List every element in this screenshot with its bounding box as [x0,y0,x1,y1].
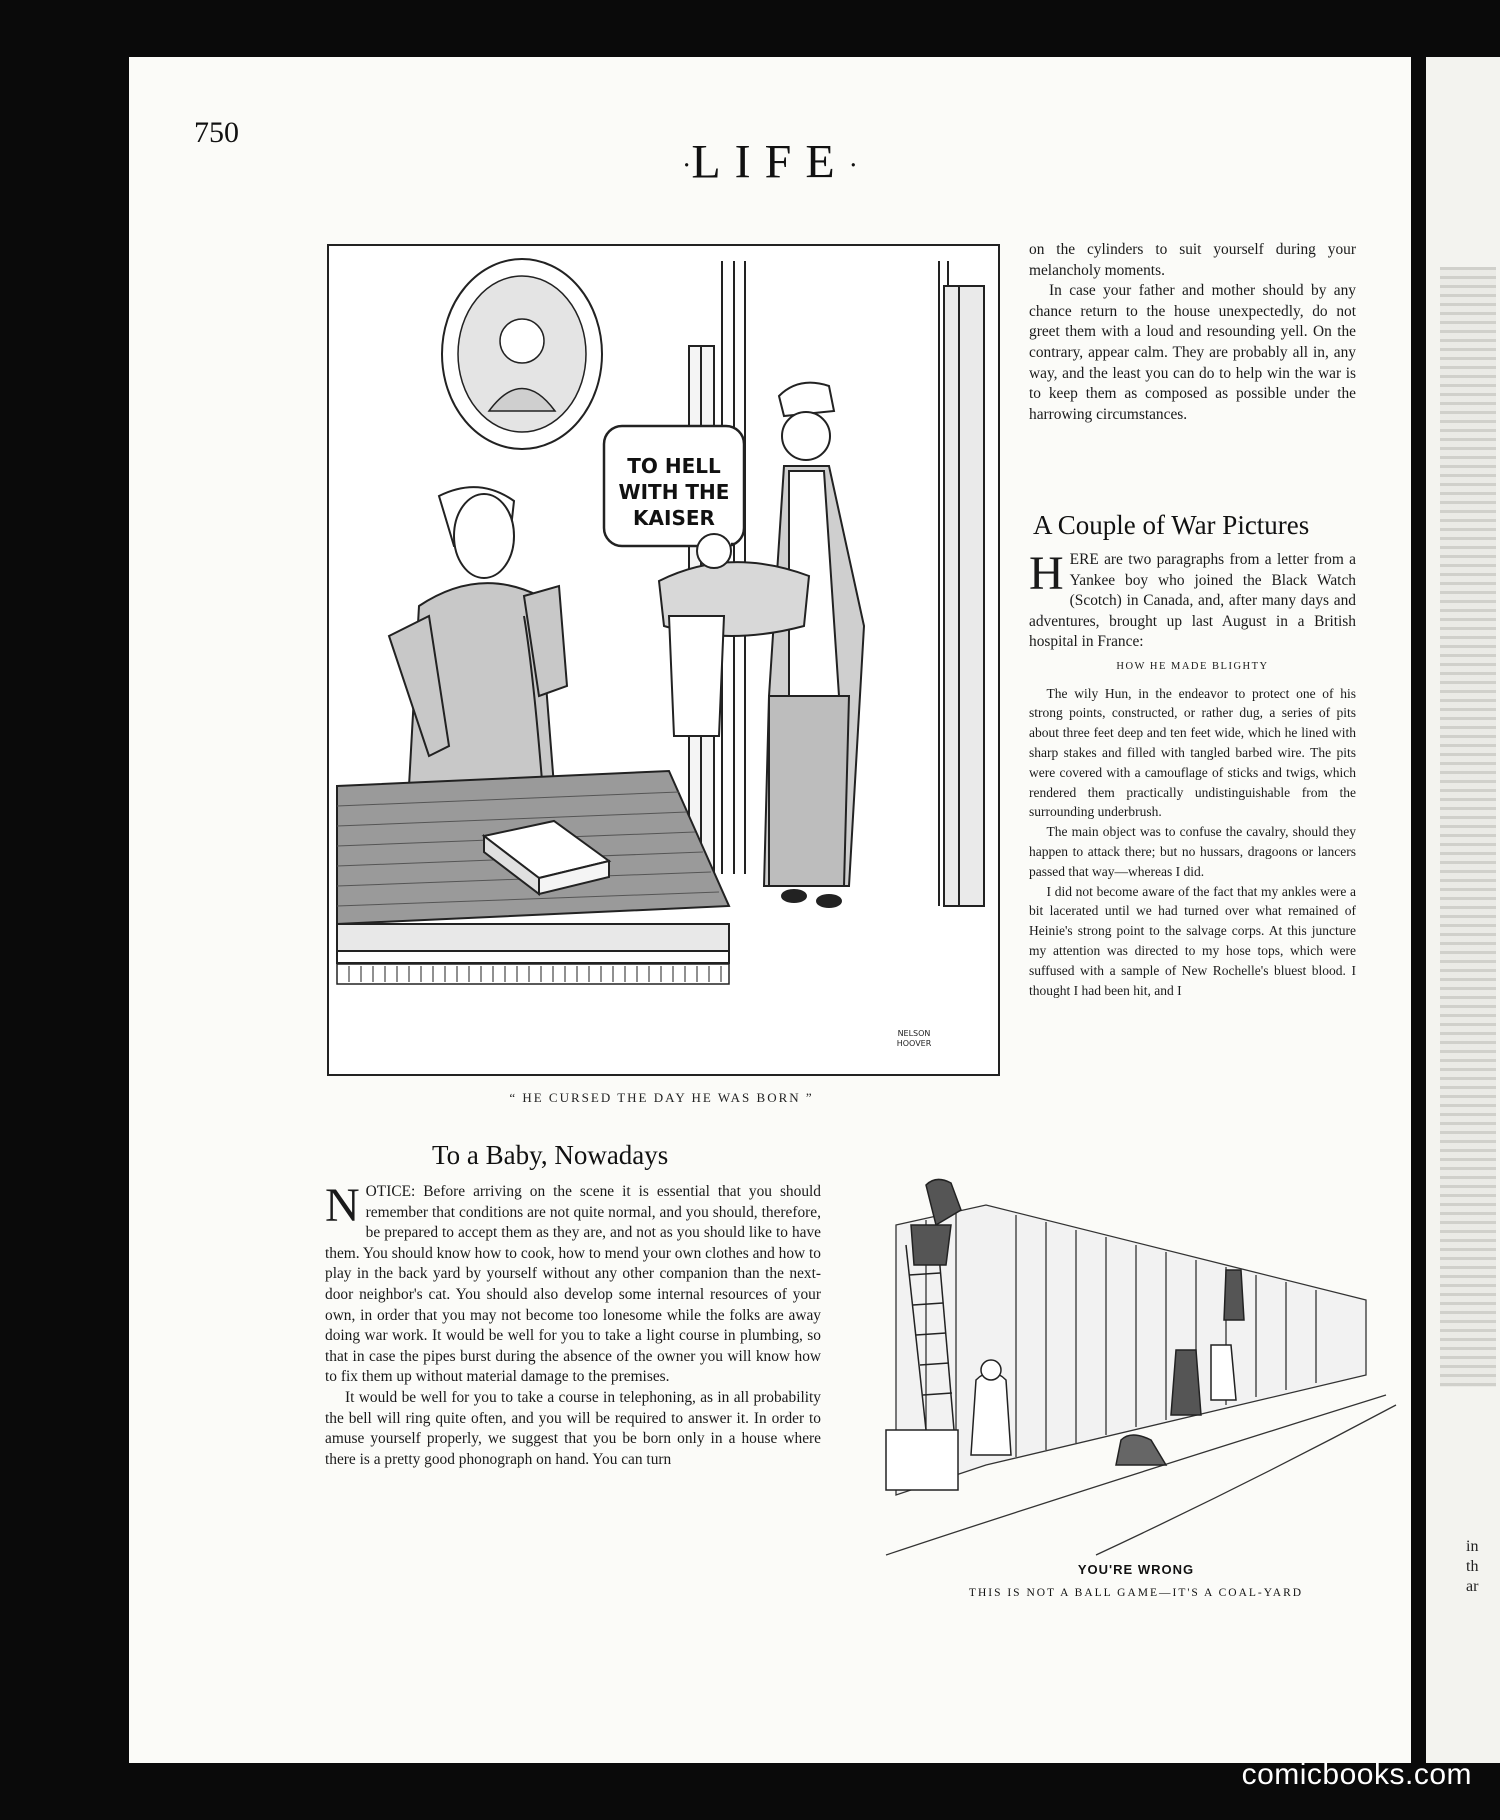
drop-cap: N [325,1179,360,1232]
drop-cap: H [1029,547,1064,600]
article-paragraph [1029,547,1356,653]
adjacent-page-text: th [1466,1558,1479,1575]
portrait-frame [442,259,602,449]
article-paragraph: on the cylinders to suit yourself during your melancholy moments. [1029,241,1356,279]
masthead-ornament-icon: · [682,150,692,182]
speech-bubble-line: WITH THE [618,480,730,504]
article-title: A Couple of War Pictures [1033,510,1310,540]
paragraph-text: OTICE: Before arriving on the scene it is essential that you should remember that conditions are not quite normal, and you should, therefore, be prepared to accept them as they are, and not as you should like to have them. You should know how to cook, how to mend your own clothes and how to play in the back yard by yourself without any other companion than the next-door neighbor's cat. You should also develop some internal resources of your own, in order that you may not become too lonesome while the folks are away doing war work. It would be well for you to take a light course in plumbing, so that in case the pipes burst during the absence of the owner you will know how to fix them up without material damage to the premises. [325,1183,821,1386]
article-body [325,1179,821,1470]
coal-yard-cartoon [866,1165,1406,1565]
artist-signature: NELSON [897,1029,931,1038]
adjacent-page-illustration [1440,267,1496,1387]
article-paragraph: I did not become aware of the fact that my ankles were a bit lacerated until we had turned over what remained of Heinie's strong point to the salvage corps. At this juncture my attention was directed to my hose tops, which were suffused with a sample of New Rochelle's bluest blood. I thought I had been hit, and I [1029,883,1356,998]
article-paragraph: It would be well for you to take a course in telephoning, as in all probability the bell will ring quite often, and you will be required to answer it. In order to amuse yourself properly, we suggest that you be born only in a house where there is a pretty good phonograph on hand. You can turn [325,1388,821,1468]
speech-bubble-line: KAISER [633,506,715,530]
article-paragraph [325,1179,821,1388]
letter-excerpt [1029,684,1356,1001]
adjacent-page-edge [1426,57,1500,1763]
masthead-ornament-icon: · [848,150,858,182]
artist-signature: HOOVER [896,1039,932,1048]
speech-bubble-line: TO HELL [627,454,721,478]
paragraph-text: ERE are two paragraphs from a letter from a Yankee boy who joined the Black Watch (Scotch) in Canada, and, after many days and adventures, brought up last August in a British hospital in France: [1029,551,1356,651]
subheading: HOW HE MADE BLIGHTY [1116,660,1269,672]
cartoon-caption-title: YOU'RE WRONG [1077,1562,1195,1577]
masthead-title: LIFE [691,135,849,189]
article-body [1029,547,1356,1000]
cartoon-caption: “ HE CURSED THE DAY HE WAS BORN ” [509,1090,814,1105]
adjacent-page-text: ar [1466,1578,1479,1595]
cartoon-illustration [327,244,1000,1076]
adjacent-page-text: in [1466,1538,1479,1555]
cartoon-caption-subtitle: THIS IS NOT A BALL GAME—IT'S A COAL-YARD [968,1587,1304,1599]
article-continued [1029,240,1356,425]
article-paragraph: The wily Hun, in the endeavor to protect one of his strong points, constructed, or rather dug, a series of pits about three feet deep and ten feet wide, which he lined with sharp stakes and filled with tangled barbed wire. The pits were covered with a camouflage of sticks and twigs, which rendered them practically undistinguishable from the surrounding underbrush. [1029,685,1356,820]
article-title: To a Baby, Nowadays [432,1140,669,1170]
masthead [620,135,920,190]
site-watermark: comicbooks.com [1241,1758,1472,1791]
article-paragraph: In case your father and mother should by any chance return to the house unexpectedly, do not greet them with a loud and resounding yell. On the contrary, appear calm. They are probably all in, any way, and the least you can do to help win the war is to keep them as composed as possible under the harrowing circumstances. [1029,282,1356,423]
page-number: 750 [194,116,239,149]
article-paragraph: The main object was to confuse the cavalry, should they happen to attack there; but no hussars, dragoons or lancers passed that way—whereas I did. [1029,824,1356,879]
